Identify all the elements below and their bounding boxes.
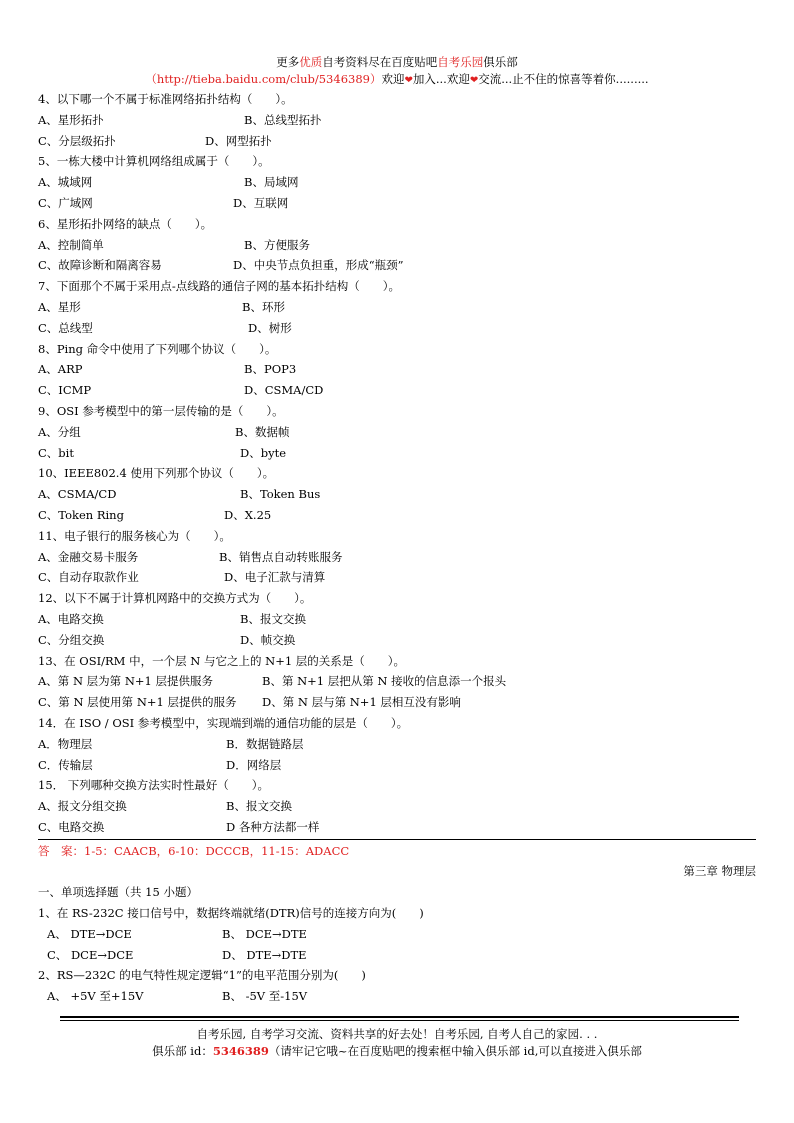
header-line-2 [0,71,794,89]
header-join: 加入...欢迎 [412,72,470,86]
footer-rule [60,1016,739,1018]
option-a: A．物理层 [38,736,93,751]
footer-club-suffix: （请牢记它哦~在百度贴吧的搜索框中输入俱乐部 id,可以直接进入俱乐部 [268,1044,642,1058]
option-a: A、 DTE→DCE [47,927,132,941]
header-exchange: 交流...止不住的惊喜等着你......... [478,72,649,86]
option-a: A、报文分组交换 [38,799,127,814]
question-text: 15． 下列哪种交换方法实时性最好（ ）。 [38,778,270,793]
option-c: C、第 N 层使用第 N+1 层提供的服务 [38,695,237,710]
question-text: 1、在 RS-232C 接口信号中，数据终端就绪(DTR)信号的连接方向为( ) [38,906,424,920]
option-b: B、环形 [242,300,285,314]
footer-rule [60,1020,739,1021]
header-mid: 自考资料尽在百度贴吧 [322,55,438,69]
option-c: C、分组交换 [38,632,105,647]
header-youzhi: 优质 [299,55,323,69]
option-b: B．数据链路层 [226,736,304,751]
option-d: D、CSMA/CD [244,383,324,398]
option-c: C．传输层 [38,757,93,772]
option-b: B、总线型拓扑 [244,112,322,127]
option-d: D、byte [240,445,287,460]
option-a: A、分组 [38,424,81,439]
footer-club-id: 5346389 [212,1044,269,1058]
option-c: C、Token Ring [38,508,124,522]
header-url[interactable]: （http://tieba.baidu.com/club/5346389） [145,72,382,86]
header-prefix: 更多 [276,55,300,69]
option-b: B、Token Bus [240,487,321,502]
header-suffix: 俱乐部 [483,55,518,69]
question-text: 6、星形拓扑网络的缺点（ ）。 [38,216,213,231]
header-welcome: 欢迎 [381,72,405,86]
option-d: D、帧交换 [240,632,296,647]
option-b: B、 DCE→DTE [222,927,307,941]
option-d: D、树形 [248,320,292,335]
question-text: 5、一栋大楼中计算机网络组成属于（ ）。 [38,154,270,169]
option-d: D、电子汇款与清算 [224,570,326,585]
question-text: 2、RS—232C 的电气特性规定逻辑“1”的电平范围分别为( ) [38,968,366,982]
section-title: 一、单项选择题（共 15 小题） [38,885,198,899]
question-text: 13、在 OSI/RM 中，一个层 N 与它之上的 N+1 层的关系是（ ）。 [38,653,406,668]
option-c: C、广域网 [38,196,93,210]
option-d: D、 DTE→DTE [222,948,307,962]
option-d: D、互联网 [233,196,289,210]
option-a: A、 +5V 至+15V [47,989,144,1003]
footer-line-2 [0,1043,794,1059]
question-text: 9、OSI 参考模型中的第一层传输的是（ ）。 [38,404,284,418]
question-text: 7、下面那个不属于采用点-点线路的通信子网的基本拓扑结构（ ）。 [38,279,400,294]
header-line-1 [0,54,794,70]
option-b: B、数据帧 [235,424,290,439]
option-d: D、网型拓扑 [205,133,272,148]
question-text: 14．在 ISO / OSI 参考模型中，实现端到端的通信功能的层是（ ）。 [38,716,409,730]
question-text: 12、以下不属于计算机网路中的交换方式为（ ）。 [38,591,312,606]
option-c: C、自动存取款作业 [38,570,139,585]
option-d: D、X.25 [224,508,272,522]
option-c: C、 DCE→DCE [47,948,134,962]
question-text: 8、Ping 命令中使用了下列哪个协议（ ）。 [38,341,277,356]
option-b: B、报文交换 [226,799,292,814]
option-c: C、分层级拓扑 [38,133,116,148]
heart-icon: ❤ [469,75,479,86]
option-d: D、中央节点负担重，形成“瓶颈” [233,258,404,273]
question-text: 4、以下哪一个不属于标准网络拓扑结构（ ）。 [38,92,293,106]
question-text: 11、电子银行的服务核心为（ ）。 [38,528,231,543]
option-c: C、bit [38,445,74,460]
option-d: D、第 N 层与第 N+1 层相互没有影响 [262,695,461,710]
option-c: C、故障诊断和隔离容易 [38,258,162,273]
answer-key: 答 案：1-5：CAACB，6-10：DCCCB，11-15：ADACC [38,844,350,858]
option-a: A、星形拓扑 [38,112,104,127]
option-a: A、第 N 层为第 N+1 层提供服务 [38,674,214,689]
option-a: A、控制简单 [38,237,104,252]
option-a: A、金融交易卡服务 [38,549,139,564]
divider [38,839,756,840]
option-b: B、报文交换 [240,612,306,626]
option-d: D 各种方法都一样 [226,820,320,834]
option-b: B、第 N+1 层把从第 N 接收的信息添一个报头 [262,674,507,689]
option-a: A、星形 [38,300,81,314]
option-c: C、电路交换 [38,820,105,834]
option-d: D．网络层 [226,757,282,772]
option-a: A、ARP [38,362,83,377]
question-text: 10、IEEE802.4 使用下列那个协议（ ）。 [38,466,275,481]
option-c: C、总线型 [38,320,93,335]
option-b: B、方便服务 [244,237,310,252]
heart-icon: ❤ [404,75,413,86]
option-b: B、局域网 [244,175,299,190]
footer-line-1: 自考乐园, 自考学习交流、资料共享的好去处！自考乐园, 自考人自己的家园. . . [196,1027,598,1041]
chapter-title: 第三章 物理层 [683,864,756,878]
option-b: B、销售点自动转账服务 [219,549,343,564]
option-a: A、电路交换 [38,612,104,626]
option-c: C、ICMP [38,383,92,398]
option-a: A、城域网 [38,175,93,190]
option-b: B、POP3 [244,362,297,377]
option-a: A、CSMA/CD [38,487,117,502]
footer-club-prefix: 俱乐部 id： [152,1044,213,1058]
option-b: B、 -5V 至-15V [222,989,308,1003]
header-zikao: 自考乐园 [437,55,484,69]
